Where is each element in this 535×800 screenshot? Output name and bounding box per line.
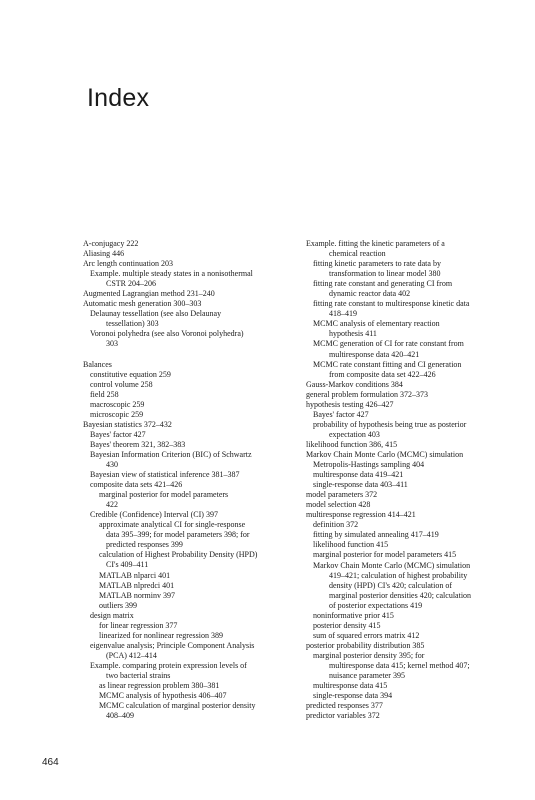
index-entry: Balances (83, 359, 112, 369)
index-entry: multiresponse data 415; kernel method 407; (329, 660, 470, 670)
index-entry: predicted responses 377 (306, 701, 383, 711)
index-entry: marginal posterior for model parameters (99, 490, 229, 500)
index-entry: single-response data 403–411 (313, 480, 408, 490)
index-entry: approximate analytical CI for single-response (99, 520, 246, 530)
index-entry: density (HPD) CI's 420; calculation of (329, 580, 452, 590)
index-entry: MCMC analysis of hypothesis 406–407 (99, 691, 227, 701)
index-entry: composite data sets 421–426 (90, 480, 183, 490)
index-entry: likelihood function 415 (313, 540, 389, 550)
index-entry: as linear regression problem 380–381 (99, 681, 220, 691)
index-entry: transformation to linear model 380 (329, 269, 441, 279)
index-entry: Gauss-Markov conditions 384 (306, 379, 403, 389)
index-group-gap (83, 350, 295, 360)
index-entry: multiresponse data 415 (313, 681, 388, 691)
index-entry: expectation 403 (329, 429, 380, 439)
index-entry: Markov Chain Monte Carlo (MCMC) simulation (306, 449, 464, 459)
index-entry: Example. comparing protein expression levels of (90, 660, 247, 670)
index-entry: design matrix (90, 610, 134, 620)
index-entry: 430 (106, 459, 118, 469)
index-entry: MCMC rate constant fitting and CI generation (313, 359, 462, 369)
index-entry: Bayes' factor 427 (313, 409, 369, 419)
index-entry: from composite data set 422–426 (329, 369, 436, 379)
index-entry: sum of squared errors matrix 412 (313, 630, 420, 640)
index-entry: chemical reaction (329, 249, 386, 259)
index-entry: microscopic 259 (90, 409, 144, 419)
index-entry: hypothesis testing 426–427 (306, 399, 394, 409)
index-entry: likelihood function 386, 415 (306, 439, 398, 449)
index-entry: MCMC analysis of elementary reaction (313, 319, 440, 329)
index-entry: CI's 409–411 (106, 560, 149, 570)
index-entry: 422 (106, 500, 118, 510)
index-entry: predictor variables 372 (306, 711, 380, 721)
index-entry: control volume 258 (90, 379, 153, 389)
index-entry: Bayesian Information Criterion (BIC) of Schwartz (90, 449, 252, 459)
index-entry: Automatic mesh generation 300–303 (83, 299, 202, 309)
index-entry: Credible (Confidence) Interval (CI) 397 (90, 510, 218, 520)
index-entry: definition 372 (313, 520, 359, 530)
index-entry: Augmented Lagrangian method 231–240 (83, 289, 215, 299)
index-entry: MATLAB norminv 397 (99, 590, 175, 600)
index-entry: constitutive equation 259 (90, 369, 171, 379)
index-entry: Arc length continuation 203 (83, 259, 173, 269)
index-entry: Markov Chain Monte Carlo (MCMC) simulation (313, 560, 471, 570)
index-entry: A-conjugacy 222 (83, 239, 139, 248)
index-entry: 408–409 (106, 711, 134, 721)
index-entry: fitting kinetic parameters to rate data by (313, 259, 441, 269)
index-entry: fitting rate constant and generating CI from (313, 279, 453, 289)
index-entry: 418–419 (329, 309, 357, 319)
index-entry: Metropolis-Hastings sampling 404 (313, 460, 425, 470)
index-entry: probability of hypothesis being true as posterior (313, 419, 467, 429)
index-entry: fitting rate constant to multiresponse kinetic data (313, 299, 470, 309)
index-entry: eigenvalue analysis; Principle Component Analysis (90, 640, 255, 650)
index-entry: Aliasing 446 (83, 249, 125, 259)
index-entry: 303 (106, 339, 118, 349)
index-entry: predicted responses 399 (106, 540, 183, 550)
index-entry: MATLAB nlparci 401 (99, 570, 171, 580)
index-entry: model selection 428 (306, 500, 371, 510)
index-entry: Bayesian statistics 372–432 (83, 419, 172, 429)
page-number: 464 (42, 757, 59, 768)
index-entry: of posterior expectations 419 (329, 600, 423, 610)
index-entry: general problem formulation 372–373 (306, 389, 428, 399)
index-entry: Example. multiple steady states in a nonisothermal (90, 269, 253, 279)
index-entry: MCMC generation of CI for rate constant from (313, 339, 464, 349)
index-entry: marginal posterior density 395; for (313, 650, 425, 660)
index-entry: noninformative prior 415 (313, 610, 394, 620)
index-entry: CSTR 204–206 (106, 279, 157, 289)
index-entry: 419–421; calculation of highest probability (329, 570, 468, 580)
index-entry: macroscopic 259 (90, 399, 145, 409)
index-entry: marginal posterior for model parameters 415 (313, 550, 457, 560)
index-entry: hypothesis 411 (329, 329, 377, 339)
page-title: Index (87, 84, 150, 112)
index-entry: nuisance parameter 395 (329, 671, 405, 681)
index-entry: marginal posterior densities 420; calculation (329, 590, 472, 600)
index-entry: calculation of Highest Probability Density (HPD) (99, 550, 258, 560)
index-entry: multiresponse regression 414–421 (306, 510, 416, 520)
index-entry: Example. fitting the kinetic parameters of a (306, 239, 445, 248)
index-entry: data 395–399; for model parameters 398; for (106, 530, 250, 540)
index-column-left (83, 239, 295, 721)
index-entry: tessellation) 303 (106, 319, 159, 329)
index-entry: Bayes' factor 427 (90, 429, 146, 439)
index-entry: MATLAB nlpredci 401 (99, 580, 175, 590)
index-entry: MCMC calculation of marginal posterior density (99, 701, 256, 711)
index-entry: Voronoi polyhedra (see also Voronoi polyhedra) (90, 329, 244, 339)
index-entry: posterior probability distribution 385 (306, 640, 425, 650)
index-column-right (306, 239, 518, 721)
index-entry: for linear regression 377 (99, 620, 178, 630)
index-entry: dynamic reactor data 402 (329, 289, 411, 299)
index-entry: outliers 399 (99, 600, 137, 610)
index-entry: single-response data 394 (313, 691, 393, 701)
index-entry: fitting by simulated annealing 417–419 (313, 530, 439, 540)
index-entry: posterior density 415 (313, 620, 381, 630)
index-entry: field 258 (90, 389, 119, 399)
index-entry: multiresponse data 419–421 (313, 470, 404, 480)
index-entry: multiresponse data 420–421 (329, 349, 420, 359)
index-entry: two bacterial strains (106, 670, 171, 680)
index-entry: linearized for nonlinear regression 389 (99, 630, 223, 640)
index-entry: (PCA) 412–414 (106, 650, 157, 660)
index-entry: Bayesian view of statistical inference 381–387 (90, 470, 240, 480)
index-entry: Delaunay tessellation (see also Delaunay (90, 309, 222, 319)
index-entry: Bayes' theorem 321, 382–383 (90, 439, 186, 449)
index-entry: model parameters 372 (306, 490, 378, 500)
